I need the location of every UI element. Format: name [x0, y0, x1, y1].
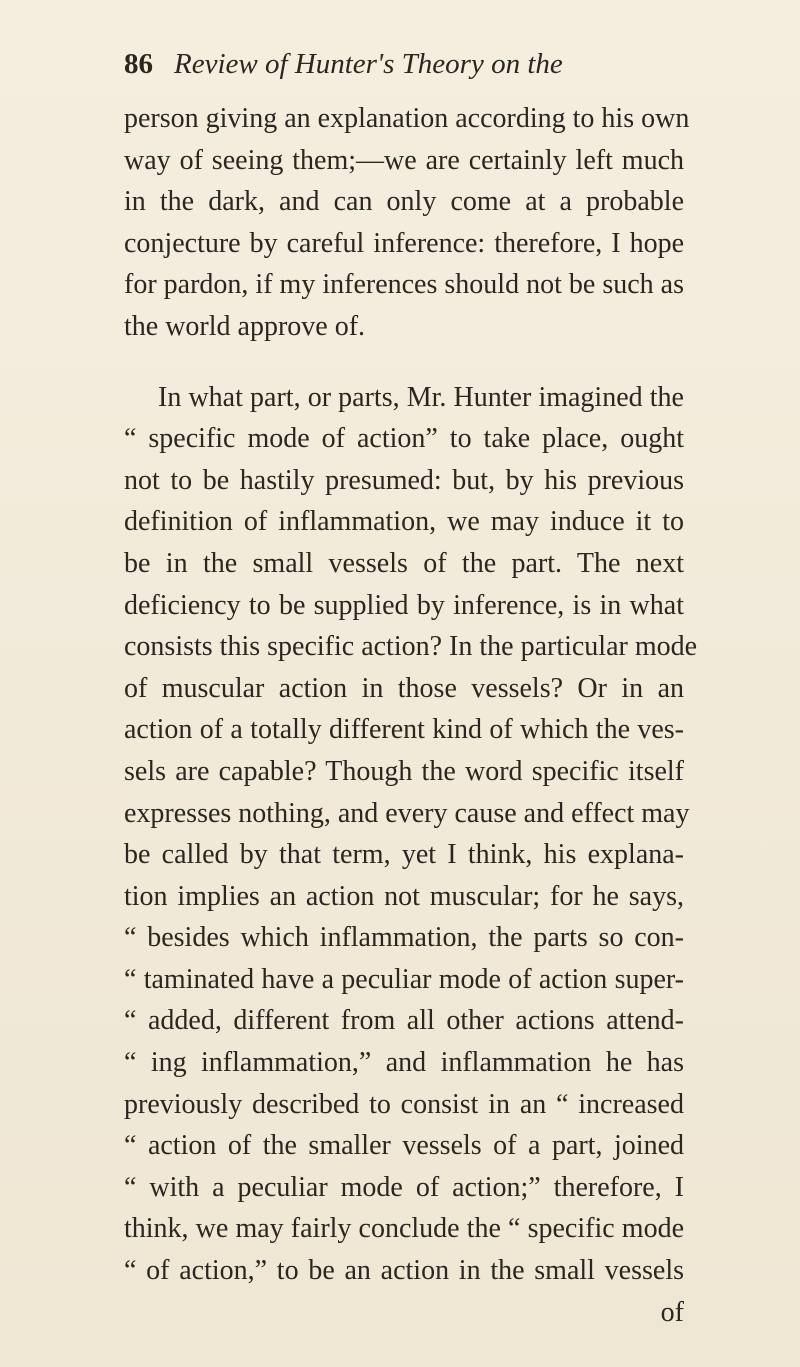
text-line: consists this specific action? In the particular mode	[124, 631, 698, 663]
text-line: sels are capable? Though the word specific itself	[124, 755, 684, 787]
text-line: “ with a peculiar mode of action;” therefore, I	[124, 1171, 684, 1203]
text-line: way of seeing them;—we are certainly left much	[124, 144, 684, 176]
text-line: be in the small vessels of the part. The next	[124, 547, 684, 579]
text-line: action of a totally different kind of which the ves-	[124, 714, 684, 746]
running-title: Review of Hunter's Theory on the	[174, 48, 563, 80]
text-line: “ added, different from all other actions attend-	[124, 1005, 684, 1037]
text-line: definition of inflammation, we may induce it to	[124, 506, 684, 538]
text-line: tion implies an action not muscular; for he says,	[124, 880, 684, 912]
running-head	[124, 44, 684, 84]
body-text	[124, 98, 698, 1333]
paragraph-2	[124, 377, 698, 1292]
page-number: 86	[124, 48, 153, 80]
text-line: “ besides which inflammation, the parts so con-	[124, 922, 684, 954]
text-line: “ ing inflammation,” and inflammation he has	[124, 1047, 684, 1079]
text-line: “ of action,” to be an action in the small vessels	[124, 1255, 684, 1287]
text-line: expresses nothing, and every cause and effect may	[124, 797, 690, 829]
text-line: for pardon, if my inferences should not be such as	[124, 269, 684, 301]
catchword: of	[660, 1296, 684, 1328]
paragraph-gap	[124, 348, 684, 377]
text-line: think, we may fairly conclude the “ specific mode	[124, 1213, 684, 1245]
text-line: not to be hastily presumed: but, by his previous	[124, 464, 684, 496]
text-line: In what part, or parts, Mr. Hunter imagined the	[158, 381, 684, 413]
paragraph-1	[124, 98, 690, 348]
text-line: “ action of the smaller vessels of a part, joined	[124, 1130, 684, 1162]
text-line: the world approve of.	[124, 310, 366, 342]
text-line: of muscular action in those vessels? Or in an	[124, 672, 684, 704]
text-line: person giving an explanation according to his own	[124, 103, 690, 134]
text-line: “ specific mode of action” to take place, ought	[124, 423, 684, 455]
text-line: deficiency to be supplied by inference, is in what	[124, 589, 684, 621]
text-line: conjecture by careful inference: therefore, I hope	[124, 227, 684, 259]
text-line: previously described to consist in an “ increased	[124, 1088, 684, 1120]
text-line: be called by that term, yet I think, his explana-	[124, 839, 684, 871]
text-line: “ taminated have a peculiar mode of action super-	[124, 963, 684, 995]
text-line: in the dark, and can only come at a probable	[124, 186, 684, 218]
